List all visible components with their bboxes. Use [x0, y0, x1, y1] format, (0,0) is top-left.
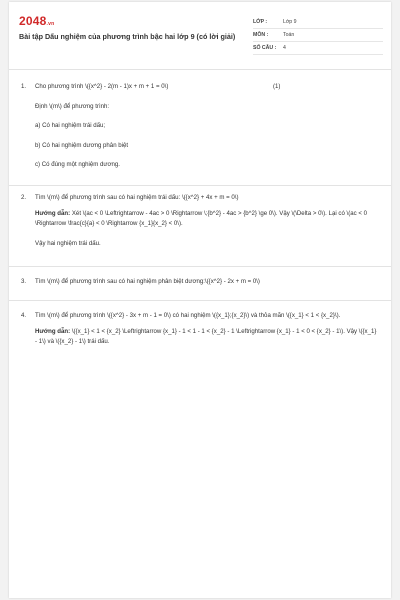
question-text: Tìm \(m\) để phương trình sau có hai nghiệm phân biệt dương:\({x^2} - 2x + m = 0\): [35, 278, 260, 285]
guide-label: Hướng dẫn:: [35, 327, 71, 335]
guide-block: [35, 209, 379, 230]
question-text: Cho phương trình \({x^2} - 2(m - 1)x + m + 1 = 0\): [35, 83, 169, 90]
question-text: Tìm \(m\) để phương trình sau có hai nghiệm trái dấu: \({x^2} + 4x + m = 0\): [35, 194, 239, 201]
question-number: 3.: [21, 278, 27, 285]
question-divider: [9, 300, 391, 301]
question-number: 1.: [21, 83, 27, 90]
meta-label: LỚP :: [253, 19, 268, 25]
question-body: [35, 277, 379, 288]
equation-marker: (1): [273, 83, 281, 90]
meta-label: MÔN :: [253, 32, 269, 38]
logo-sub: .vn: [46, 21, 55, 27]
question-item: c) Có đúng một nghiệm dương.: [35, 161, 120, 168]
guide-conclusion: Vậy hai nghiệm trái dấu.: [35, 239, 101, 247]
document-header: [9, 2, 391, 68]
question-item: a) Có hai nghiệm trái dấu;: [35, 122, 106, 129]
guide-label: Hướng dẫn:: [35, 209, 71, 217]
meta-value: Lớp 9: [283, 19, 297, 25]
question-number: 4.: [21, 312, 27, 319]
question-divider: [9, 185, 391, 186]
header-divider: [9, 69, 391, 70]
question-body: [35, 193, 379, 249]
question-body: [35, 311, 379, 348]
meta-row-class: [253, 16, 383, 29]
question-item: Định \(m\) để phương trình:: [35, 102, 110, 110]
question-text: Tìm \(m\) để phương trình \({x^2} - 3x + m - 1 = 0\) có hai nghiệm \({x_1};{x_2}\) và thỏa mãn \({x_1} < 1 < {x_2}\).: [35, 312, 341, 319]
logo-main: 2048: [19, 14, 47, 28]
document-page: [9, 2, 391, 598]
question-body: [35, 82, 379, 171]
meta-value: 4: [283, 45, 286, 51]
meta-table: [253, 16, 383, 55]
guide-text: \({x_1} < 1 < {x_2} \Leftrightarrow {x_1} - 1 < 1 - 1 < {x_2} - 1 \Leftrightarrow {x_1} - 1 < 0 < {x_2} - 1\). Vậy \({x_1} - 1\) và \({x_2} - 1\) trái dấu.: [35, 327, 377, 345]
meta-row-count: [253, 42, 383, 55]
guide-block: [35, 327, 379, 348]
guide-text: Xét \(ac < 0 \Leftrightarrow - 4ac > 0 \Rightarrow \;{b^2} - 4ac > {b^2} \ge 0\). Vậy \(\Delta > 0\). Lại có \(ac < 0 \Rightarrow \frac{c}{a} < 0 \Rightarrow {x_1}{x_2} < 0\).: [35, 209, 368, 227]
question-divider: [9, 266, 391, 267]
meta-label: SỐ CÂU :: [253, 45, 277, 51]
document-title: Bài tập Dấu nghiệm của phương trình bậc hai lớp 9 (có lời giải): [19, 32, 236, 41]
meta-row-subject: [253, 29, 383, 42]
site-logo[interactable]: [19, 14, 54, 28]
question-item: b) Có hai nghiệm dương phân biệt: [35, 141, 129, 149]
question-number: 2.: [21, 194, 27, 201]
meta-value: Toán: [283, 32, 295, 38]
